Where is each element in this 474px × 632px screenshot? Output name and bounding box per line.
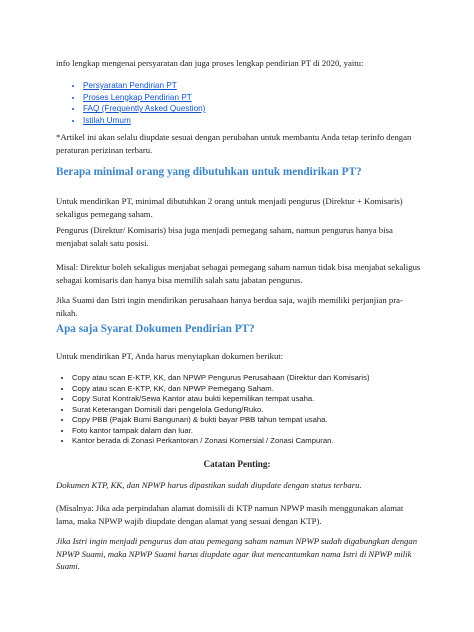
paragraph: Untuk mendirikan PT, minimal dibutuhkan 2 orang untuk menjadi pengurus (Direktur + Komisaris) sekaligus pemegang saham. [56,196,403,219]
list-item: • Copy PBB (Pajak Bumi Bangunan) & bukti bayar PBB tahun tempat usaha. [72,415,370,426]
paragraph: Pengurus (Direktur/ Komisaris) bisa juga menjadi pemegang saham, namun pengurus hanya bisa menjabat salah satu posisi. [56,225,393,248]
list-item: • Copy atau scan E-KTP, KK, dan NPWP Pemegang Saham. [72,384,370,395]
list-item: • Copy Surat Kontrak/Sewa Kantor atau bukti kepemilikan tempat usaha. [72,394,370,405]
article-links-list [66,80,205,126]
document-requirements-list [55,373,370,447]
list-item: • Kantor berada di Zonasi Perkantoran / Zonasi Komersial / Zonasi Campuran. [72,436,370,447]
list-item: • Copy atau scan E-KTP, KK, dan NPWP Pengurus Perusahaan (Direktur dan Komisaris) [72,373,370,384]
intro-text: info lengkap mengenai persyaratan dan juga proses lengkap pendirian PT di 2020, yaitu: [56,58,364,68]
list-item [83,80,205,92]
paragraph: Jika Suami dan Istri ingin mendirikan perusahaan hanya berdua saja, wajib memiliki perjanjian pra-nikah. [56,295,403,318]
notes-title: Catatan Penting: [203,459,271,469]
link-istilah[interactable]: Istilah Umum [83,115,131,125]
link-proses[interactable]: Proses Lengkap Pendirian PT [83,92,192,102]
paragraph: Misal: Direktur boleh sekaligus menjabat sebagai pemegang saham namun tidak bisa menjabat sekaligus sebagai komisaris dan hanya bisa memilih salah satu jabatan pengurus. [56,262,421,285]
list-item [83,115,205,127]
list-item [83,92,205,104]
list-item: • Surat Keterangan Domisili dari pengelola Gedung/Ruko. [72,405,370,416]
link-faq[interactable]: FAQ (Frequently Asked Question) [83,104,206,114]
note-paragraph: (Misalnya: Jika ada perpindahan alamat domisili di KTP namun NPWP masih menggunakan alamat lama, maka NPWP wajib diupdate dengan alamat yang sesuai dengan KTP). [56,503,404,526]
list-item: • Foto kantor tampak dalam dan luar. [72,426,370,437]
section-heading-minimal-orang: Berapa minimal orang yang dibutuhkan untuk mendirikan PT? [56,166,362,178]
link-persyaratan[interactable]: Persyaratan Pendirian PT [83,81,177,90]
paragraph: Untuk mendirikan PT, Anda harus menyiapkan dokumen berikut: [56,351,284,361]
update-note: *Artikel ini akan selalu diupdate sesuai dengan perubahan untuk membantu Anda tetap terinfo dengan peraturan perizinan terbaru. [56,132,412,155]
note-paragraph: Dokumen KTP, KK, dan NPWP harus dipastikan sudah diupdate dengan status terbaru. [56,480,362,490]
note-paragraph: Jika Istri ingin menjadi pengurus dan atau pemegang saham namun NPWP sudah digabungkan dengan NPWP Suami, maka NPWP Suami harus diupdate agar ikut mencantumkan nama Istri di NPWP milik Suami. [56,536,418,572]
section-heading-syarat-dokumen: Apa saja Syarat Dokumen Pendirian PT? [56,323,255,335]
list-item [83,103,205,115]
